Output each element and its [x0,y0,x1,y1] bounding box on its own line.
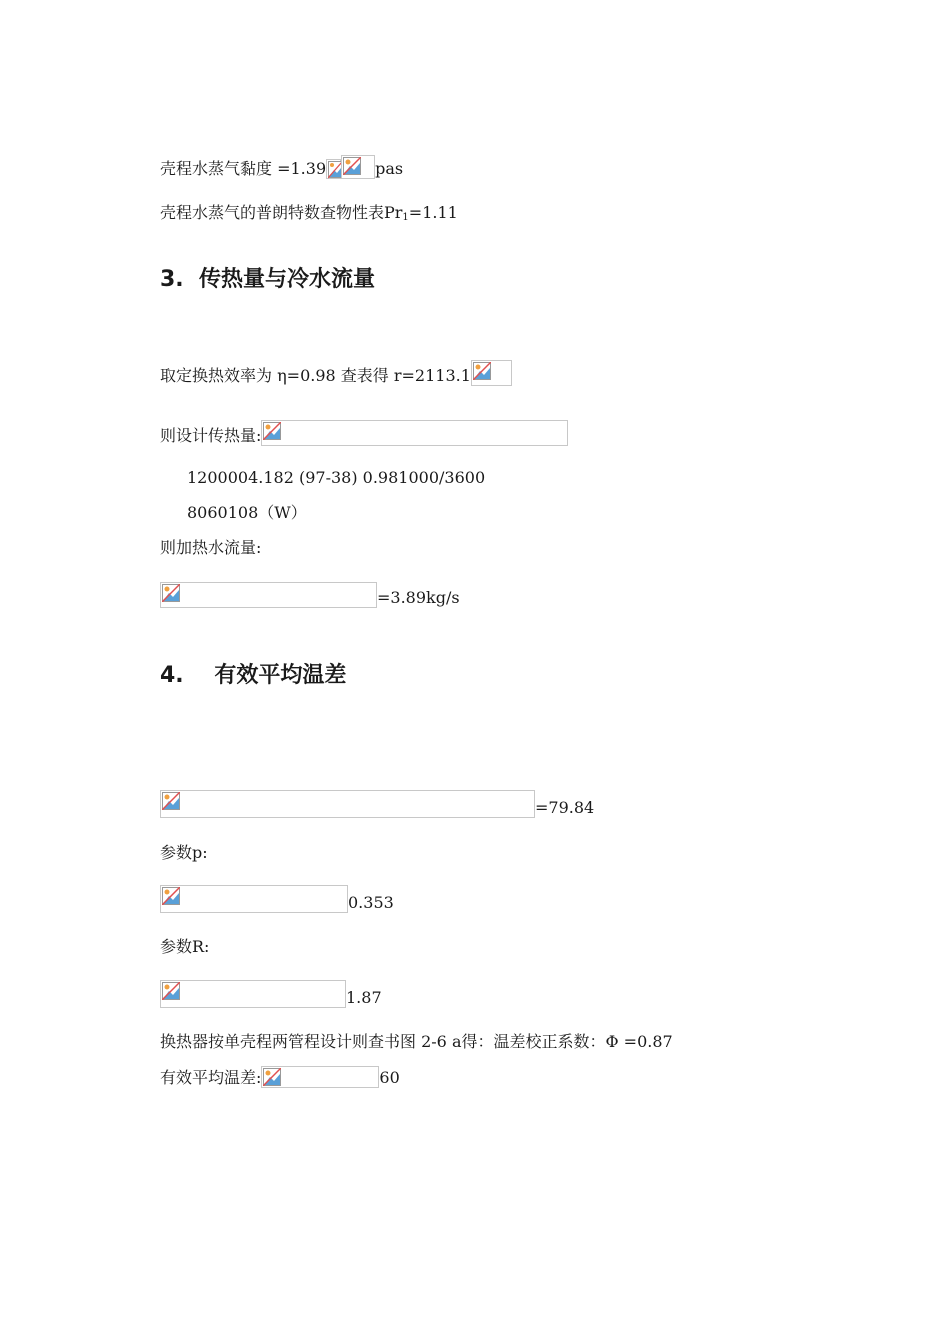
water-flow-line [160,582,460,608]
section-4-heading [160,662,346,690]
broken-image-icon [162,584,180,602]
viscosity-text: 壳程水蒸气黏度 =1.39 [160,159,327,178]
formula-image [326,159,341,179]
correction-line [160,1032,673,1052]
efficiency-line [160,360,512,386]
formula-image [160,582,377,608]
formula-image [160,980,346,1008]
broken-image-icon [343,157,361,175]
formula-image [261,420,568,446]
mean-temp-value: 60 [379,1068,400,1087]
correction-text: 换热器按单壳程两管程设计则查书图 2-6 a得：温差校正系数：Φ =0.87 [160,1032,673,1051]
prandtl-text: 壳程水蒸气的普朗特数查物性表Pr [160,203,403,222]
viscosity-unit: pas [375,159,404,178]
broken-image-icon [263,422,281,440]
section-3-heading [160,266,375,294]
broken-image-icon [162,792,180,810]
prandtl-subscript: 1 [402,212,409,223]
param-r-label-line [160,937,209,957]
calc-line-2 [187,503,307,523]
section-3-number: 3. [160,267,184,292]
broken-image-icon [162,982,180,1000]
calc-line-1 [187,468,485,488]
section-3-title: 传热量与冷水流量 [199,267,376,292]
param-r-label: 参数R: [160,937,210,956]
formula-image [261,1066,379,1088]
mean-temp-label: 有效平均温差: [160,1068,262,1087]
mean-temp-line [160,1066,400,1088]
param-r-value: 1.87 [346,988,382,1007]
broken-image-icon [263,1068,281,1086]
prandtl-line [160,203,458,223]
section-4-number: 4. [160,663,184,688]
param-p-label: 参数p: [160,843,208,862]
param-p-line [160,885,394,913]
water-flow-value: =3.89kg/s [377,588,460,607]
param-p-value: 0.353 [348,893,394,912]
section-4-title: 有效平均温差 [214,663,347,688]
formula-image [341,155,375,179]
efficiency-text: 取定换热效率为 η=0.98 查表得 r=2113.1 [160,366,471,385]
water-flow-label: 则加热水流量: [160,538,262,557]
formula-image [160,790,535,818]
broken-image-icon [473,362,491,380]
param-p-label-line [160,843,208,863]
calc-text-2: 8060108（W） [187,503,307,522]
prandtl-value: =1.11 [408,203,458,222]
design-heat-line [160,420,568,446]
formula-image [160,885,348,913]
broken-image-icon [162,887,180,905]
viscosity-line [160,155,403,179]
param-r-line [160,980,382,1008]
design-heat-label: 则设计传热量: [160,426,262,445]
water-flow-label-line [160,538,261,558]
calc-text-1: 1200004.182 (97-38) 0.981000/3600 [187,468,486,487]
lmtd-value: =79.84 [535,798,595,817]
lmtd-line [160,790,594,818]
formula-image [471,360,512,386]
